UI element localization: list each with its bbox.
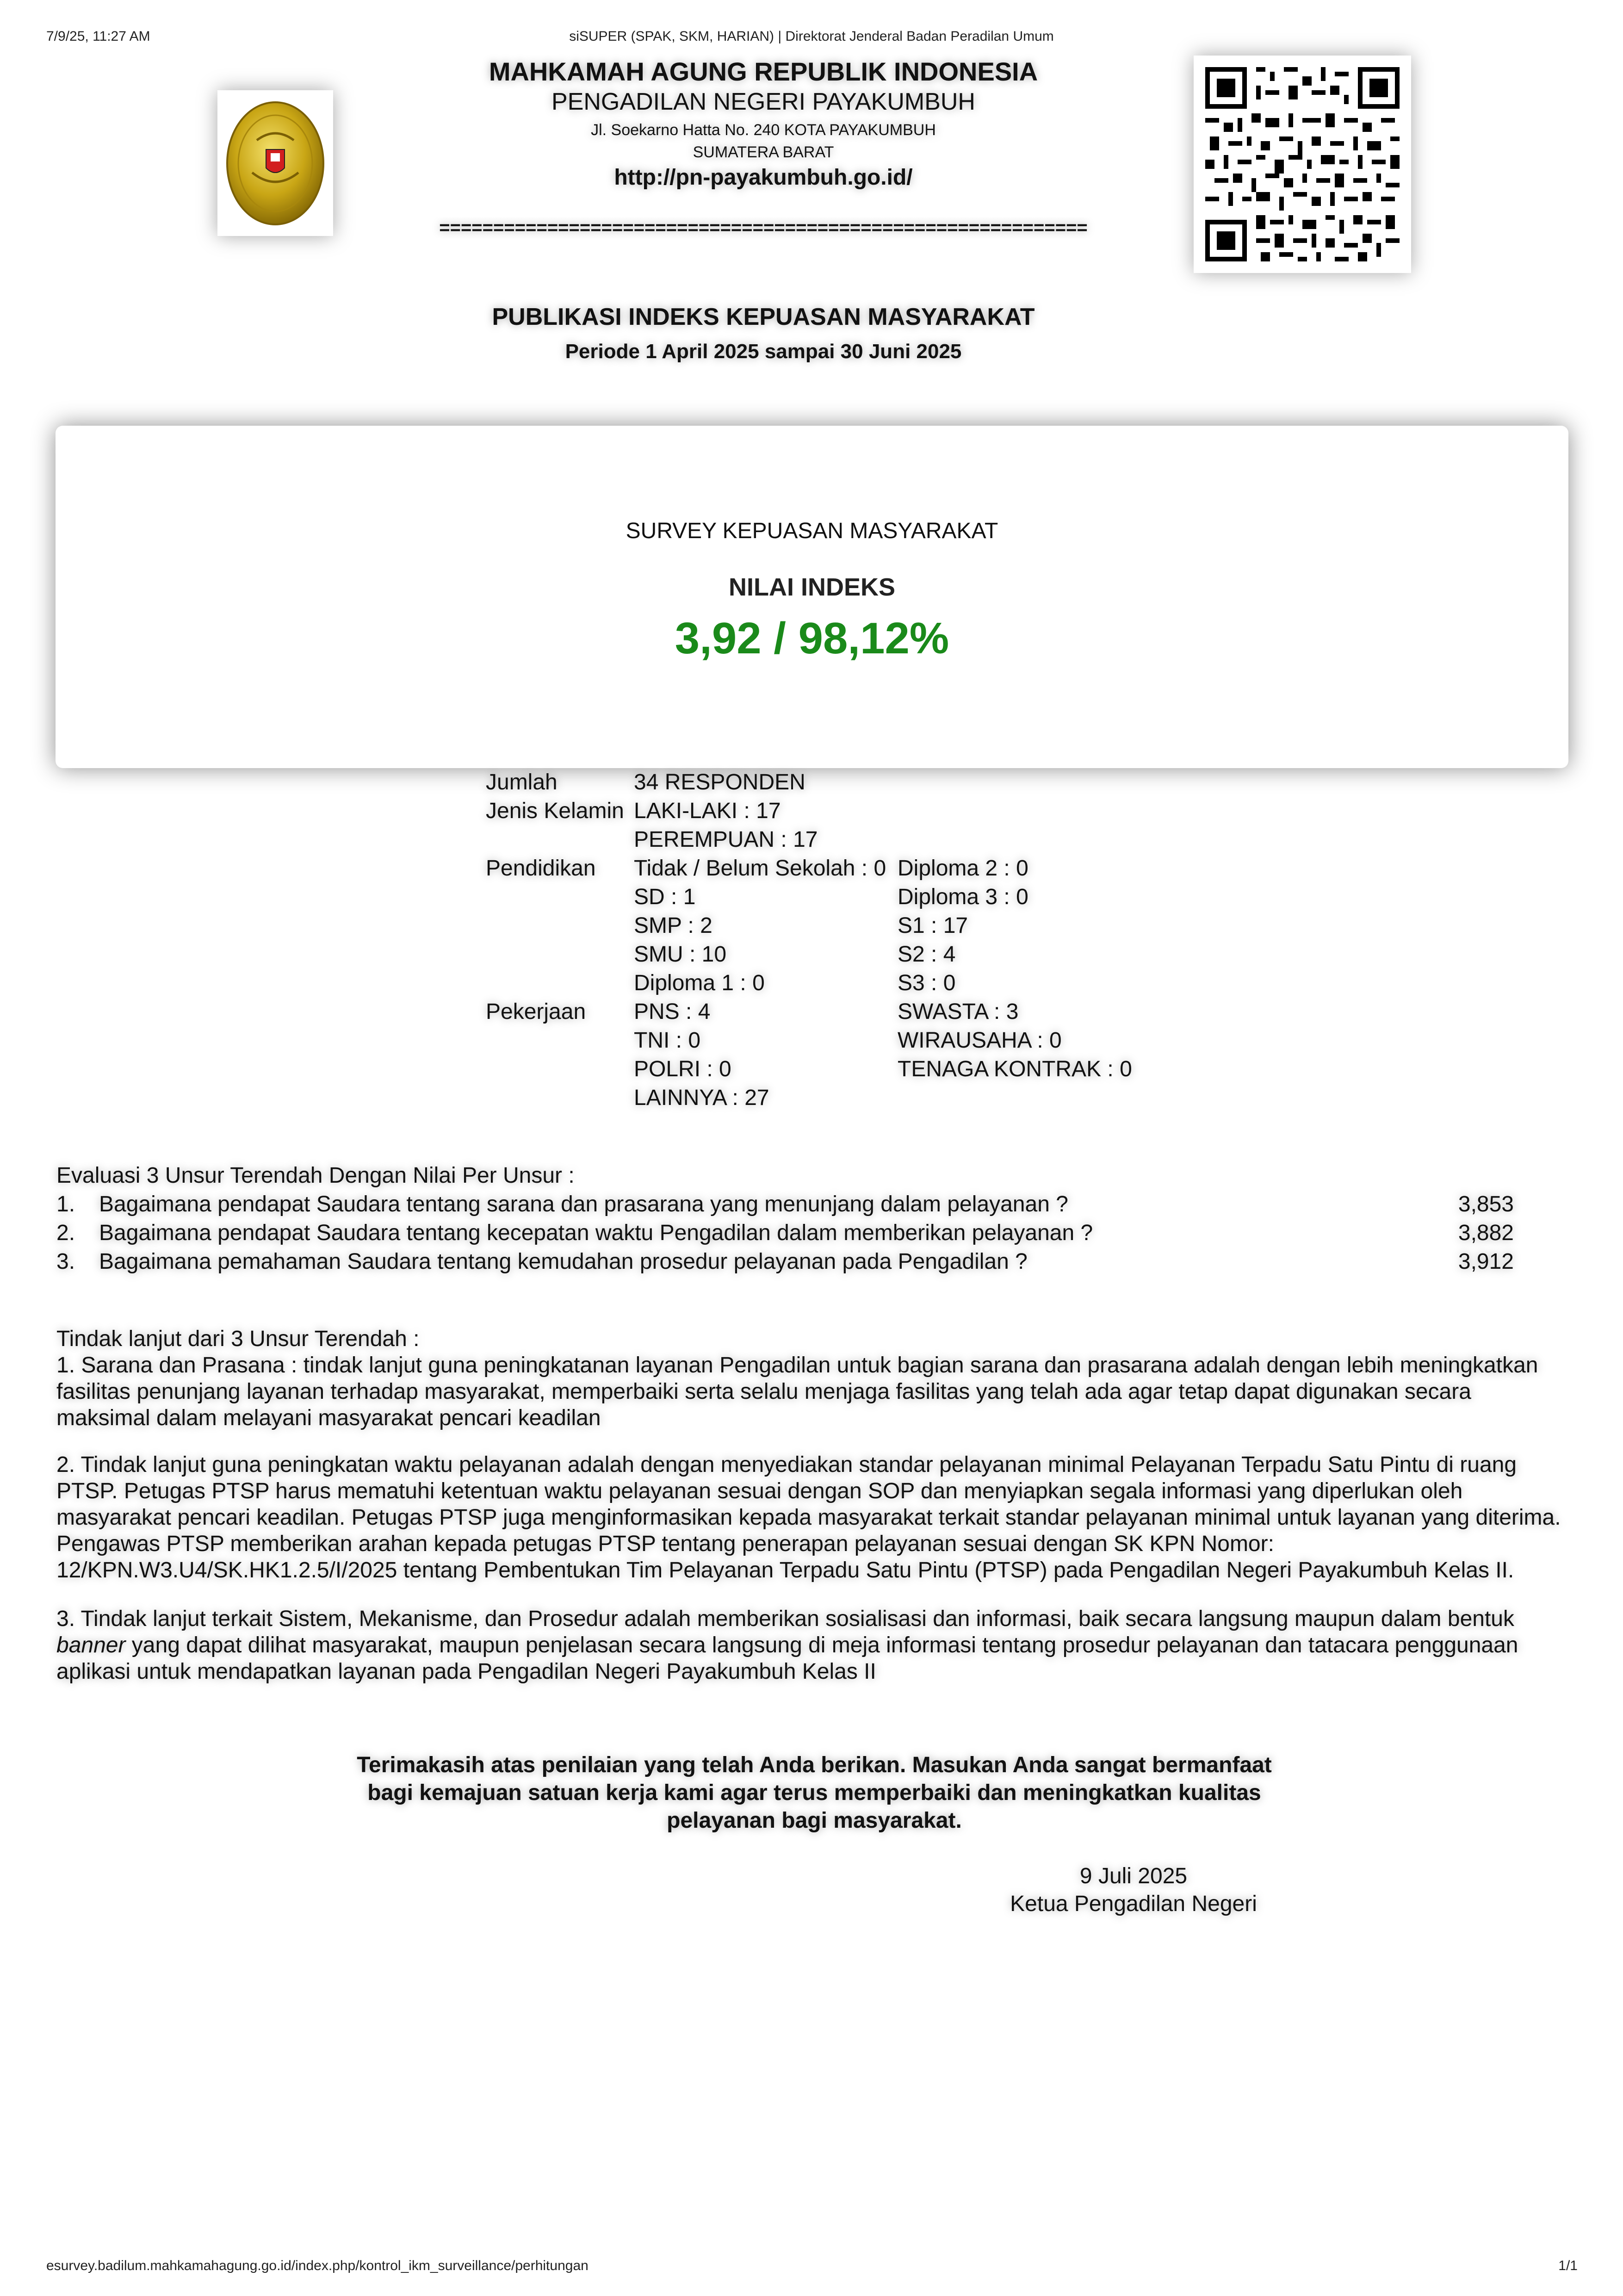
survey-label: SURVEY KEPUASAN MASYARAKAT: [626, 519, 998, 543]
evaluation-score: 3,882: [1458, 1221, 1514, 1245]
court-website[interactable]: http://pn-payakumbuh.go.id/: [614, 165, 913, 190]
education-item: S2 : 4: [898, 942, 956, 967]
mahkamah-agung-emblem-icon: [224, 99, 326, 228]
education-item: SD : 1: [634, 885, 696, 909]
court-province: SUMATERA BARAT: [693, 143, 834, 161]
index-value: 3,92 / 98,12%: [675, 614, 949, 663]
signatory-title: Ketua Pengadilan Negeri: [1010, 1892, 1257, 1916]
stats-row-job-4: [486, 1084, 1221, 1112]
signature-date: 9 Juli 2025: [1079, 1864, 1188, 1888]
publication-title: PUBLIKASI INDEKS KEPUASAN MASYARAKAT: [492, 304, 1035, 330]
thanks-message: Terimakasih atas penilaian yang telah Anda berikan. Masukan Anda sangat bermanfaat bagi kemajuan satuan kerja kami agar terus memperbaiki dan meningkatkan kualitas pelayanan bagi masyarakat.: [357, 1753, 1272, 1833]
gender-male: LAKI-LAKI : 17: [634, 799, 781, 823]
evaluation-section: [56, 1161, 1514, 1276]
court-logo: [217, 90, 333, 236]
follow-up-paragraph-3: [56, 1606, 1569, 1685]
evaluation-heading: Evaluasi 3 Unsur Terendah Dengan Nilai Per Unsur :: [56, 1163, 575, 1188]
print-page-title: siSUPER (SPAK, SKM, HARIAN) | Direktorat Jenderal Badan Peradilan Umum: [569, 29, 1054, 44]
evaluation-number: 3.: [56, 1249, 75, 1274]
stats-row-job-1: [486, 998, 1221, 1026]
education-item: S3 : 0: [898, 971, 956, 995]
evaluation-number: 1.: [56, 1192, 75, 1216]
evaluation-item: [56, 1190, 1514, 1219]
job-item: TNI : 0: [634, 1028, 701, 1053]
stats-row-gender: [486, 797, 1221, 825]
print-datetime: 7/9/25, 11:27 AM: [46, 29, 150, 44]
education-item: Tidak / Belum Sekolah : 0: [634, 856, 886, 881]
court-address: Jl. Soekarno Hatta No. 240 KOTA PAYAKUMBUH: [591, 121, 936, 139]
publication-period: Periode 1 April 2025 sampai 30 Juni 2025: [565, 340, 962, 363]
evaluation-question: Bagaimana pemahaman Saudara tentang kemudahan prosedur pelayanan pada Pengadilan ?: [99, 1249, 1028, 1274]
stats-row-jumlah: [486, 768, 1221, 797]
stats-row-education-3: [486, 912, 1221, 940]
follow-up-p3-text-end: yang dapat dilihat masyarakat, maupun penjelasan secara langsung di meja informasi tentang prosedur pelayanan dan tatacara penggunaan aplikasi untuk mendapatkan layanan pada Pengadilan Negeri Payakumbuh Kelas II: [56, 1633, 1518, 1684]
job-item: POLRI : 0: [634, 1057, 731, 1081]
job-item: LAINNYA : 27: [634, 1086, 769, 1110]
stats-row-job-3: [486, 1055, 1221, 1084]
respondent-stats: [486, 768, 1221, 1112]
evaluation-score: 3,853: [1458, 1192, 1514, 1216]
evaluation-question: Bagaimana pendapat Saudara tentang sarana dan prasarana yang menunjang dalam pelayanan ?: [99, 1192, 1068, 1216]
index-card: [56, 426, 1568, 768]
evaluation-number: 2.: [56, 1221, 75, 1245]
qr-code-icon: [1201, 62, 1404, 266]
stats-row-gender-2: [486, 825, 1221, 854]
print-footer-page: 1/1: [1558, 2258, 1578, 2273]
court-name: PENGADILAN NEGERI PAYAKUMBUH: [551, 88, 975, 115]
education-item: SMP : 2: [634, 913, 712, 938]
education-item: Diploma 2 : 0: [898, 856, 1028, 881]
follow-up-p3-text: 3. Tindak lanjut terkait Sistem, Mekanisme, dan Prosedur adalah memberikan sosialisasi dan informasi, baik secara langsung maupun dalam bentuk: [56, 1607, 1514, 1631]
evaluation-item: [56, 1219, 1514, 1247]
evaluation-question: Bagaimana pendapat Saudara tentang kecepatan waktu Pengadilan dalam memberikan pelayanan ?: [99, 1221, 1093, 1245]
institution-name: MAHKAMAH AGUNG REPUBLIK INDONESIA: [489, 57, 1038, 86]
follow-up-heading: Tindak lanjut dari 3 Unsur Terendah :: [56, 1327, 420, 1351]
education-item: Diploma 1 : 0: [634, 971, 765, 995]
gender-female: PEREMPUAN : 17: [634, 827, 818, 852]
job-item: PNS : 4: [634, 999, 711, 1024]
gender-label: Jenis Kelamin: [486, 799, 624, 823]
stats-row-education-5: [486, 969, 1221, 998]
education-item: SMU : 10: [634, 942, 727, 967]
follow-up-paragraph-2: 2. Tindak lanjut guna peningkatan waktu pelayanan adalah dengan menyediakan standar pelayanan minimal Pelayanan Terpadu Satu Pintu di ruang PTSP. Petugas PTSP harus mematuhi ketentuan waktu pelayanan sesuai dengan SOP dan menyiapkan segala informasi yang diperlukan oleh masyarakat pencari keadilan. Petugas PTSP juga menginformasikan kepada masyarakat terkait standar pelayanan minimal untuk layanan yang diterima. Pengawas PTSP memberikan arahan kepada petugas PTSP tentang penerapan pelayanan sesuai dengan SK KPN Nomor: 12/KPN.W3.U4/SK.HK1.2.5/I/2025 tentang Pembentukan Tim Pelayanan Terpadu Satu Pintu (PTSP) pada Pengadilan Negeri Payakumbuh Kelas II.: [56, 1452, 1561, 1582]
job-item: SWASTA : 3: [898, 999, 1019, 1024]
letterhead-separator: ============================================================: [439, 217, 1088, 238]
jumlah-label: Jumlah: [486, 770, 558, 794]
job-item: WIRAUSAHA : 0: [898, 1028, 1062, 1053]
index-label: NILAI INDEKS: [728, 573, 896, 601]
evaluation-item: [56, 1247, 1514, 1276]
follow-up-paragraph-1: 1. Sarana dan Prasana : tindak lanjut guna peningkatanan layanan Pengadilan untuk bagian sarana dan prasarana adalah dengan lebih meningkatkan fasilitas penunjang layanan terhadap masyarakat, memperbaiki serta selalu menjaga fasilitas yang telah ada agar tetap dapat digunakan secara maksimal dalam melayani masyarakat pencari keadilan: [56, 1353, 1538, 1430]
job-label: Pekerjaan: [486, 999, 586, 1024]
stats-row-education-2: [486, 883, 1221, 912]
jumlah-value: 34 RESPONDEN: [634, 770, 805, 794]
qr-code: [1194, 56, 1411, 273]
job-item: TENAGA KONTRAK : 0: [898, 1057, 1132, 1081]
evaluation-score: 3,912: [1458, 1249, 1514, 1274]
education-label: Pendidikan: [486, 856, 596, 881]
follow-up-p3-italic: banner: [56, 1633, 126, 1657]
stats-row-education-4: [486, 940, 1221, 969]
stats-row-education-1: [486, 854, 1221, 883]
stats-row-job-2: [486, 1026, 1221, 1055]
education-item: S1 : 17: [898, 913, 968, 938]
print-footer-url: esurvey.badilum.mahkamahagung.go.id/index.php/kontrol_ikm_surveillance/perhitungan: [46, 2258, 588, 2273]
education-item: Diploma 3 : 0: [898, 885, 1028, 909]
